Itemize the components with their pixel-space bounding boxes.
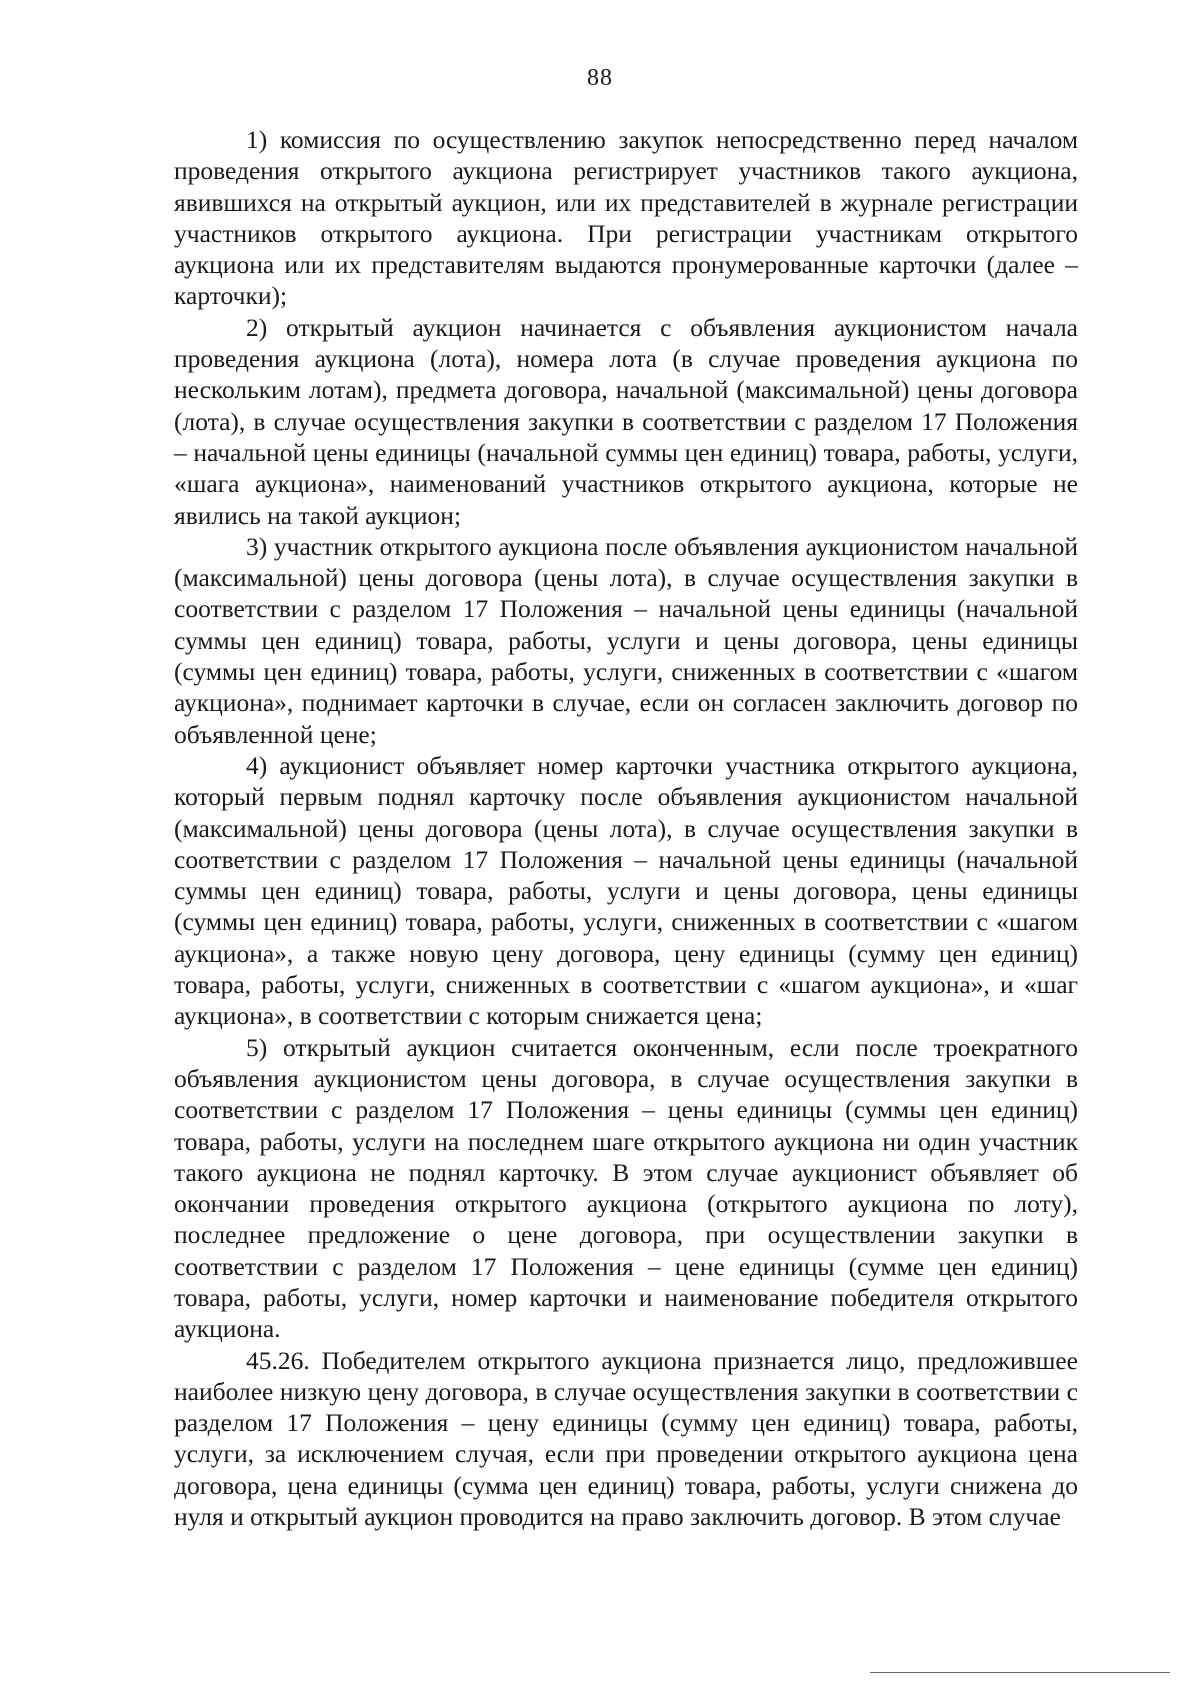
page-number: 88 bbox=[587, 65, 613, 91]
paragraph-item-1: 1) комиссия по осуществлению закупок непосредственно перед началом проведения открытого аукциона регистрирует участников такого аукциона, явившихся на открытый аукцион, или их представителей в журнале регистрации участников открытого аукциона. При регистрации участникам открытого аукциона или их представителям выдаются пронумерованные карточки (далее – карточки); bbox=[174, 125, 1078, 311]
body-text bbox=[174, 124, 1078, 1532]
paragraph-45-26: 45.26. Победителем открытого аукциона признается лицо, предложившее наиболее низкую цену договора, в случае осуществления закупки в соответствии с разделом 17 Положения – цену единицы (сумму цен единиц) товара, работы, услуги, за исключением случая, если при проведении открытого аукциона цена договора, цена единицы (сумма цен единиц) товара, работы, услуги снижена до нуля и открытый аукцион проводится на право заключить договор. В этом случае bbox=[174, 1345, 1078, 1532]
paragraph-item-5: 5) открытый аукцион считается оконченным, если после троекратного объявления аукционистом цены договора, в случае осуществления закупки в соответствии с разделом 17 Положения – цены единицы (суммы цен единиц) товара, работы, услуги на последнем шаге открытого аукциона ни один участник такого аукциона не поднял карточку. В этом случае аукционист объявляет об окончании проведения открытого аукциона (открытого аукциона по лоту), последнее предложение о цене договора, при осуществлении закупки в соответствии с разделом 17 Положения – цене единицы (сумме цен единиц) товара, работы, услуги, номер карточки и наименование победителя открытого аукциона. bbox=[174, 1032, 1078, 1344]
paragraph-item-2: 2) открытый аукцион начинается с объявления аукционистом начала проведения аукциона (лота), номера лота (в случае проведения аукциона по нескольким лотам), предмета договора, начальной (максимальной) цены договора (лота), в случае осуществления закупки в соответствии с разделом 17 Положения – начальной цены единицы (начальной суммы цен единиц) товара, работы, услуги, «шага аукциона», наименований участников открытого аукциона, которые не явились на такой аукцион; bbox=[174, 312, 1078, 530]
paragraph-item-4: 4) аукционист объявляет номер карточки участника открытого аукциона, который первым поднял карточку после объявления аукционистом начальной (максимальной) цены договора (цены лота), в случае осуществления закупки в соответствии с разделом 17 Положения – начальной цены единицы (начальной суммы цен единиц) товара, работы, услуги и цены договора, цены единицы (суммы цен единиц) товара, работы, услуги, сниженных в соответствии с «шагом аукциона», а также новую цену договора, цену единицы (сумму цен единиц) товара, работы, услуги, сниженных в соответствии с «шагом аукциона», и «шаг аукциона», в соответствии с которым снижается цена; bbox=[174, 750, 1078, 1031]
paragraph-item-3: 3) участник открытого аукциона после объявления аукционистом начальной (максимальной) цены договора (цены лота), в случае осуществления закупки в соответствии с разделом 17 Положения – начальной цены единицы (начальной суммы цен единиц) товара, работы, услуги и цены договора, цены единицы (суммы цен единиц) товара, работы, услуги, сниженных в соответствии с «шагом аукциона», поднимает карточки в случае, если он согласен заключить договор по объявленной цене; bbox=[174, 531, 1078, 749]
footer-rule bbox=[870, 1672, 1170, 1673]
